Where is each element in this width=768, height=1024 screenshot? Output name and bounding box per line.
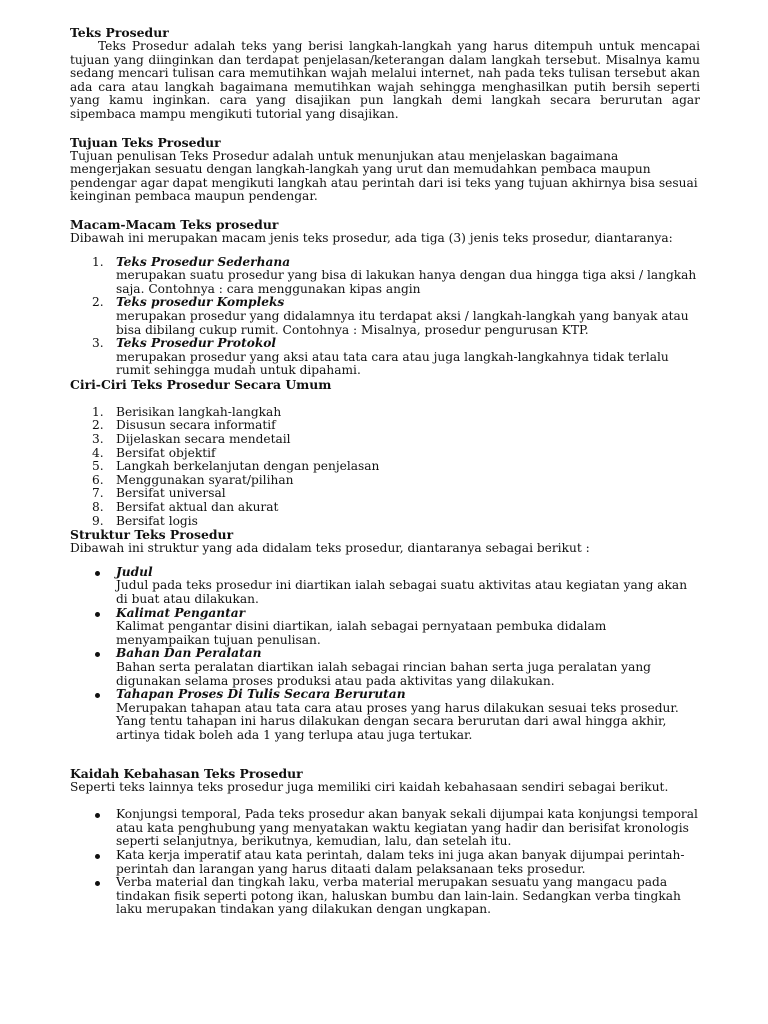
list-desc: merupakan prosedur yang didalamnya itu terdapat aksi / langkah-langkah yang banyak atau bisa dibilang cukup rumit. Contohnya : Misalnya, prosedur pengurusan KTP. [116, 308, 689, 337]
list-ciri [70, 406, 700, 528]
list-number: 6. [92, 472, 104, 487]
list-desc: Kalimat pengantar disini diartikan, ialah sebagai pernyataan pembuka didalam menyampaikan tujuan penulisan. [116, 619, 607, 647]
list-term: Teks Prosedur Protokol [116, 336, 277, 351]
list-desc: Merupakan tahapan atau tata cara atau proses yang harus dilakukan sesuai teks prosedur. Yang tentu tahapan ini harus dilakukan dengan secara berurutan dari awal hingga akhir, artinya tidak boleh ada 1 yang terlupa atau juga tertukar. [116, 700, 679, 742]
list-item [70, 688, 700, 742]
list-text: Bersifat objektif [116, 445, 216, 460]
list-item [70, 256, 700, 297]
list-text: Konjungsi temporal, Pada teks prosedur akan banyak sekali dijumpai kata konjungsi temporal atau kata penghubung yang menyatakan waktu kegiatan yang hadir dan berisifat kronologis seperti selanjutnya, berikutnya, kemudian, lalu, dan setelah itu. [116, 807, 698, 849]
list-item [70, 337, 700, 378]
list-item [70, 296, 700, 337]
list-term: Kalimat Pengantar [116, 605, 246, 620]
list-term: Tahapan Proses Di Tulis Secara Berurutan [116, 687, 406, 702]
paragraph-macam-intro: Dibawah ini merupakan macam jenis teks prosedur, ada tiga (3) jenis teks prosedur, diantaranya: [70, 230, 673, 245]
list-item [70, 474, 700, 488]
list-text: Bersifat universal [116, 486, 226, 501]
heading-kaidah: Kaidah Kebahasan Teks Prosedur [70, 765, 303, 781]
list-item [70, 566, 700, 607]
list-number: 2. [92, 295, 104, 310]
list-term: Bahan Dan Peralatan [116, 646, 262, 661]
list-item [70, 849, 700, 876]
list-term: Teks Prosedur Sederhana [116, 254, 291, 269]
list-term: Judul [116, 564, 153, 579]
heading-struktur: Struktur Teks Prosedur [70, 527, 234, 543]
list-item [70, 447, 700, 461]
heading-macam-macam: Macam-Macam Teks prosedur [70, 216, 279, 232]
bullet-icon [95, 813, 100, 818]
bullet-icon [95, 854, 100, 859]
list-item [70, 515, 700, 529]
list-item [70, 501, 700, 515]
list-text: Kata kerja imperatif atau kata perintah, dalam teks ini juga akan banyak dijumpai perintah-perintah dan larangan yang harus ditaati dalam pelaksanaan teks prosedur. [116, 847, 685, 876]
list-desc: merupakan suatu prosedur yang bisa di lakukan hanya dengan dua hingga tiga aksi / langkah saja. Contohnya : cara menggunakan kipas angin [116, 268, 697, 296]
list-text: Menggunakan syarat/pilihan [116, 472, 294, 487]
list-item [70, 433, 700, 447]
list-item [70, 487, 700, 501]
list-text: Bersifat logis [116, 513, 198, 528]
heading-tujuan: Tujuan Teks Prosedur [70, 134, 221, 150]
list-item [70, 647, 700, 688]
list-number: 8. [92, 500, 104, 515]
bullet-icon [95, 652, 100, 657]
paragraph-kaidah-intro: Seperti teks lainnya teks prosedur juga memiliki ciri kaidah kebahasaan sendiri sebagai berikut. [70, 779, 669, 794]
bullet-icon [95, 612, 100, 617]
list-number: 1. [92, 254, 104, 269]
bullet-icon [95, 693, 100, 698]
paragraph-definition: Teks Prosedur adalah teks yang berisi langkah-langkah yang harus ditempuh untuk mencapai tujuan yang diinginkan dan terdapat penjelasan/keterangan dalam langkah tersebut. Misalnya kamu sedang mencari tulisan cara memutihkan wajah melalui internet, nah pada teks tulisan tersebut akan ada cara atau langkah bagaimana memutihkan wajah sehingga menghasilkan putih bersih seperti yang kamu inginkan. cara yang disajikan pun langkah demi langkah secara berurutan agar sipembaca mampu mengikuti tutorial yang disajikan. [70, 39, 700, 121]
heading-teks-prosedur: Teks Prosedur [70, 25, 169, 40]
list-number: 5. [92, 459, 104, 474]
list-term: Teks prosedur Kompleks [116, 295, 285, 310]
list-text: Verba material dan tingkah laku, verba material merupakan sesuatu yang mangacu pada tindakan fisik seperti potong ikan, haluskan bumbu dan lain-lain. Sedangkan verba tingkah laku merupakan tindakan yang dilakukan dengan ungkapan. [116, 875, 681, 917]
list-item [70, 607, 700, 648]
list-item [70, 419, 700, 433]
list-number: 1. [92, 404, 104, 419]
list-item [70, 876, 700, 917]
list-item [70, 406, 700, 420]
paragraph-struktur-intro: Dibawah ini struktur yang ada didalam teks prosedur, diantaranya sebagai berikut : [70, 541, 590, 556]
paragraph-tujuan: Tujuan penulisan Teks Prosedur adalah untuk menunjukan atau menjelaskan bagaimana mengerjakan sesuatu dengan langkah-langkah yang urut dan memudahkan pembaca maupun pendengar agar dapat mengikuti langkah atau perintah dari isi teks yang tujuan akhirnya bisa sesuai keinginan pembaca maupun pendengar. [70, 148, 698, 204]
list-item [70, 460, 700, 474]
heading-ciri-ciri: Ciri-Ciri Teks Prosedur Secara Umum [70, 376, 332, 392]
list-number: 9. [92, 513, 104, 528]
list-text: Berisikan langkah-langkah [116, 404, 282, 419]
list-item [70, 808, 700, 849]
list-kaidah [70, 808, 700, 917]
list-struktur [70, 566, 700, 743]
list-number: 3. [92, 336, 104, 351]
bullet-icon [95, 881, 100, 886]
bullet-icon [95, 571, 100, 576]
list-desc: Bahan serta peralatan diartikan ialah sebagai rincian bahan serta juga peralatan yang digunakan selama proses produksi atau pada aktivitas yang dilakukan. [116, 659, 651, 688]
list-text: Disusun secara informatif [116, 418, 276, 433]
list-desc: merupakan prosedur yang aksi atau tata cara atau juga langkah-langkahnya tidak terlalu rumit sehingga mudah untuk dipahami. [116, 349, 669, 378]
list-macam [70, 256, 700, 378]
list-text: Langkah berkelanjutan dengan penjelasan [116, 459, 380, 474]
list-number: 7. [92, 486, 104, 501]
list-text: Dijelaskan secara mendetail [116, 432, 291, 447]
list-number: 2. [92, 418, 104, 433]
list-number: 4. [92, 445, 104, 460]
list-number: 3. [92, 432, 104, 447]
list-desc: Judul pada teks prosedur ini diartikan ialah sebagai suatu aktivitas atau kegiatan yang akan di buat atau dilakukan. [116, 578, 688, 606]
list-text: Bersifat aktual dan akurat [116, 500, 279, 515]
